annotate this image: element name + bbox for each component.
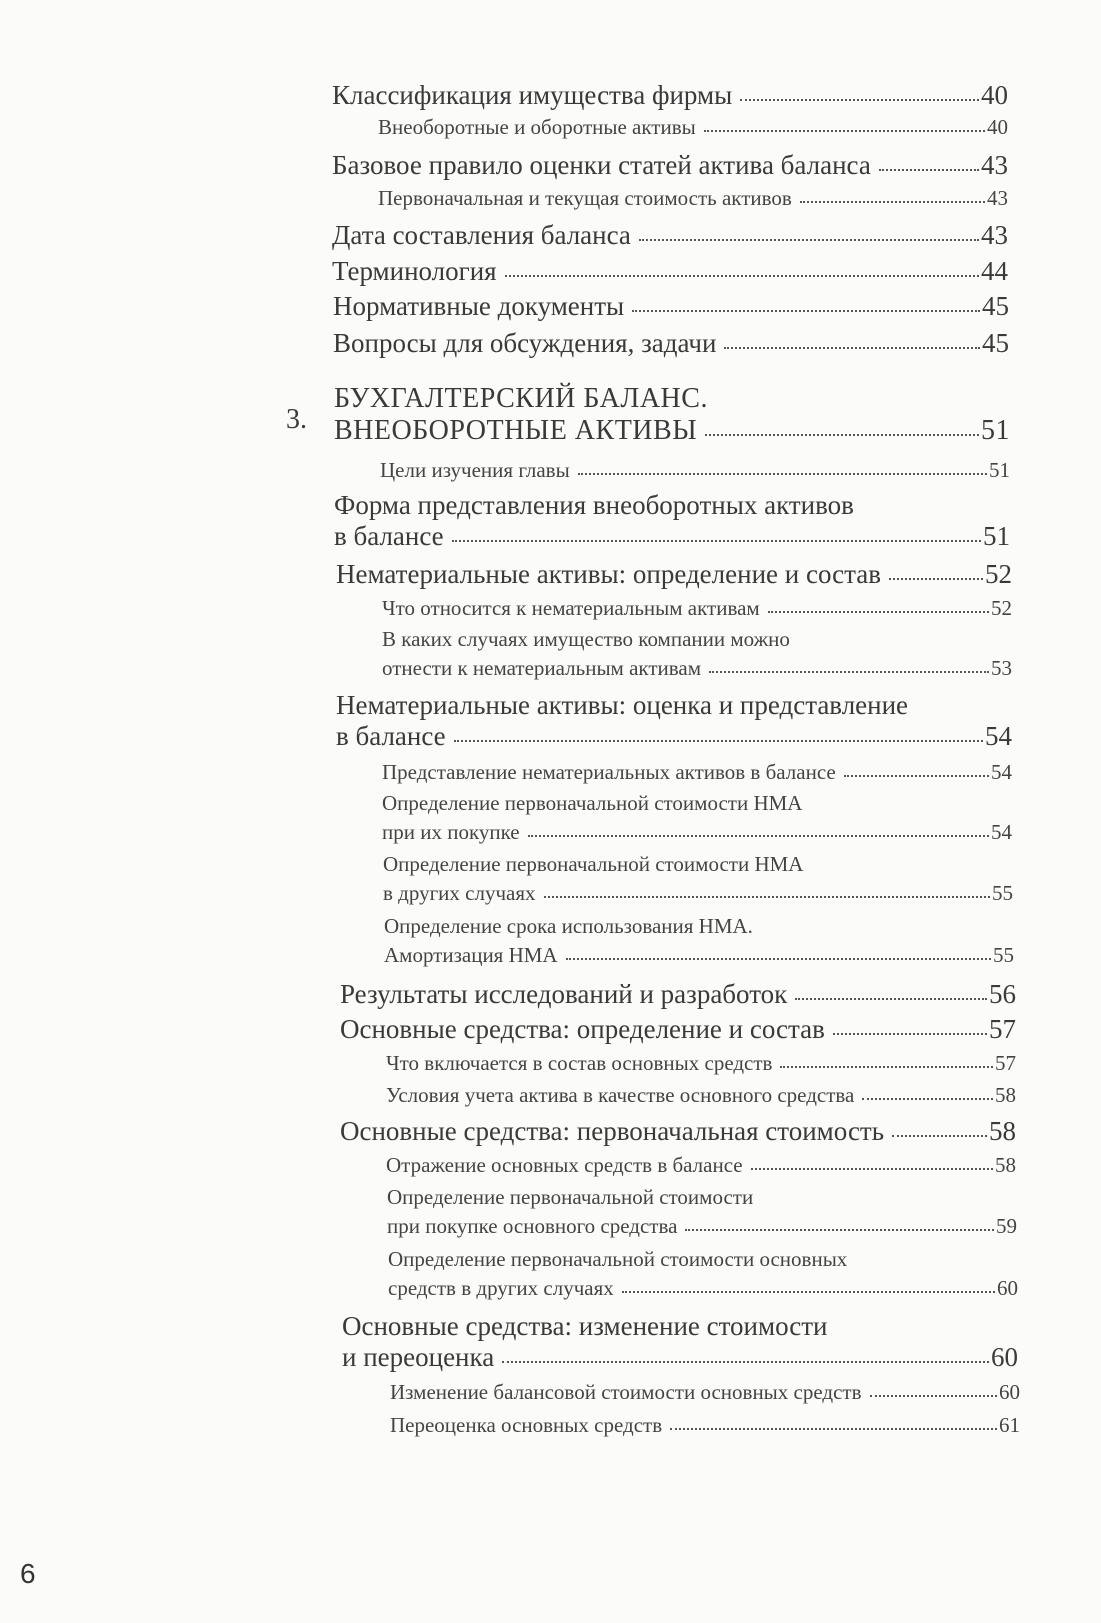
toc-entry-title: Нормативные документы [333,291,625,321]
dot-leader [544,896,990,898]
toc-entry [332,80,1008,111]
toc-entry-page: 40 [981,80,1008,110]
toc-entry-title: Переоценка основных средств [390,1413,663,1437]
toc-entry-title: в балансе [336,721,446,751]
dot-leader [528,835,989,837]
toc-entry-page: 52 [985,559,1012,589]
toc-subentry [386,1051,1016,1076]
toc-entry-page: 52 [991,596,1012,620]
toc-entry-page: 55 [992,881,1013,905]
toc-subentry [382,596,1012,621]
toc-entry-page: 53 [991,656,1012,680]
toc-entry-title: Изменение балансовой стоимости основных средств [390,1380,862,1404]
dot-leader [800,201,985,203]
dot-leader [578,473,987,475]
dot-leader [502,1361,989,1363]
toc-subentry [382,760,1012,785]
toc-entry-title: в других случаях [383,881,536,905]
chapter-page: 51 [981,415,1010,446]
toc-subentry [382,627,1012,681]
dot-leader [452,540,981,542]
toc-entry-page: 44 [981,256,1008,286]
toc-entry [342,1311,1018,1373]
dot-leader [639,239,979,241]
dot-leader [740,99,979,101]
toc-subentry [384,914,1014,968]
dot-leader [879,169,979,171]
chapter-title-line1: БУХГАЛТЕРСКИЙ БАЛАНС. [334,383,708,414]
toc-entry-title: и переоценка [342,1342,495,1372]
toc-entry [340,1014,1016,1045]
dot-leader [705,434,979,436]
toc-entry-title: отнести к нематериальным активам [382,656,701,680]
toc-entry [336,690,1012,752]
toc-entry-page: 51 [983,521,1010,551]
dot-leader [833,1033,987,1035]
toc-entry-page: 45 [982,328,1009,358]
toc-entry [340,1116,1016,1147]
toc-entry-title: Базовое правило оценки статей актива баланса [332,150,871,180]
toc-subentry [380,458,1010,483]
toc-entry-title-line1: Определение первоначальной стоимости НМА [382,791,803,815]
toc-entry-title: Представление нематериальных активов в балансе [382,760,836,784]
toc-entry-title: Дата составления баланса [332,220,631,250]
toc-subentry [382,791,1012,845]
toc-entry-page: 57 [989,1014,1016,1044]
toc-entry-page: 51 [989,458,1010,482]
toc-entry-page: 54 [991,820,1012,844]
toc-entry-title: Что относится к нематериальным активам [382,596,760,620]
toc-entry-page: 54 [991,760,1012,784]
toc-entry-title: Условия учета актива в качестве основного средства [386,1083,855,1107]
toc-entry-title: Цели изучения главы [380,458,570,482]
toc-entry-title: Основные средства: первоначальная стоимость [340,1116,885,1146]
dot-leader [704,130,985,132]
dot-leader [685,1229,994,1231]
dot-leader [844,775,989,777]
toc-entry-page: 45 [982,291,1009,321]
toc-entry-page: 40 [987,115,1008,139]
toc-entry-page: 60 [997,1276,1018,1300]
toc-entry [333,291,1009,322]
toc-entry-title: в балансе [334,521,444,551]
toc-entry-title-line1: Форма представления внеоборотных активов [334,490,854,520]
toc-subentry [378,186,1008,211]
toc-entry [332,256,1008,287]
toc-entry-title: Результаты исследований и разработок [340,979,788,1009]
dot-leader [795,998,987,1000]
page-number: 6 [20,1558,36,1589]
toc-entry-title: Классификация имущества фирмы [332,80,733,110]
dot-leader [724,347,980,349]
toc-entry-title: Амортизация НМА [384,943,558,967]
toc-entry-page: 60 [991,1342,1018,1372]
toc-entry-title: Внеоборотные и оборотные активы [378,115,696,139]
toc-entry [340,979,1016,1010]
toc-entry-page: 43 [981,150,1008,180]
toc-entry-title-line1: Определение срока использования НМА. [384,914,753,938]
toc-entry-page: 58 [995,1153,1016,1177]
dot-leader [709,671,989,673]
toc-entry-title: средств в других случаях [388,1276,614,1300]
toc-subentry [386,1153,1016,1178]
toc-entry [334,490,1010,552]
toc-entry-title-line1: В каких случаях имущество компании можно [382,627,790,651]
toc-subentry [378,115,1008,140]
toc-entry-page: 43 [987,186,1008,210]
toc-entry [332,220,1008,251]
dot-leader [505,275,979,277]
dot-leader [670,1428,997,1430]
toc-entry-page: 54 [985,721,1012,751]
dot-leader [622,1291,995,1293]
toc-entry [336,559,1012,590]
toc-subentry [390,1413,1020,1438]
dot-leader [780,1066,993,1068]
chapter-heading [334,383,1010,447]
dot-leader [632,310,980,312]
toc-entry [332,150,1008,181]
toc-entry-page: 57 [995,1051,1016,1075]
toc-entry-title-line1: Основные средства: изменение стоимости [342,1311,828,1341]
toc-entry-page: 43 [981,220,1008,250]
toc-entry-page: 61 [999,1413,1020,1437]
toc-entry-page: 60 [999,1380,1020,1404]
toc-entry-title: при покупке основного средства [387,1214,678,1238]
chapter-number: 3. [286,404,307,435]
toc-entry-title-line1: Определение первоначальной стоимости НМА [383,852,804,876]
toc-subentry [388,1247,1018,1301]
toc-subentry [383,852,1013,906]
toc-entry-title: Что включается в состав основных средств [386,1051,773,1075]
chapter-title-line2: ВНЕОБОРОТНЫЕ АКТИВЫ [334,415,698,446]
dot-leader [889,578,983,580]
toc-entry-page: 55 [993,943,1014,967]
toc-entry-title: при их покупке [382,820,520,844]
toc-entry-title: Основные средства: определение и состав [340,1014,825,1044]
dot-leader [862,1098,993,1100]
toc-entry-title-line1: Нематериальные активы: оценка и представление [336,690,909,720]
toc-entry-title-line1: Определение первоначальной стоимости [387,1185,754,1209]
toc-entry [333,328,1009,359]
toc-entry-page: 59 [996,1214,1017,1238]
toc-entry-page: 56 [989,979,1016,1009]
dot-leader [751,1168,993,1170]
toc-entry-page: 58 [995,1083,1016,1107]
toc-entry-title-line1: Определение первоначальной стоимости основных [388,1247,848,1271]
dot-leader [870,1395,997,1397]
toc-entry-title: Терминология [332,256,497,286]
dot-leader [768,611,989,613]
toc-entry-title: Вопросы для обсуждения, задачи [333,328,717,358]
dot-leader [566,958,991,960]
toc-subentry [387,1185,1017,1239]
toc-entry-title: Нематериальные активы: определение и состав [336,559,881,589]
toc-entry-page: 58 [989,1116,1016,1146]
dot-leader [454,740,983,742]
dot-leader [892,1135,987,1137]
toc-entry-title: Первоначальная и текущая стоимость активов [378,186,792,210]
toc-entry-title: Отражение основных средств в балансе [386,1153,743,1177]
toc-subentry [386,1083,1016,1108]
toc-subentry [390,1380,1020,1405]
